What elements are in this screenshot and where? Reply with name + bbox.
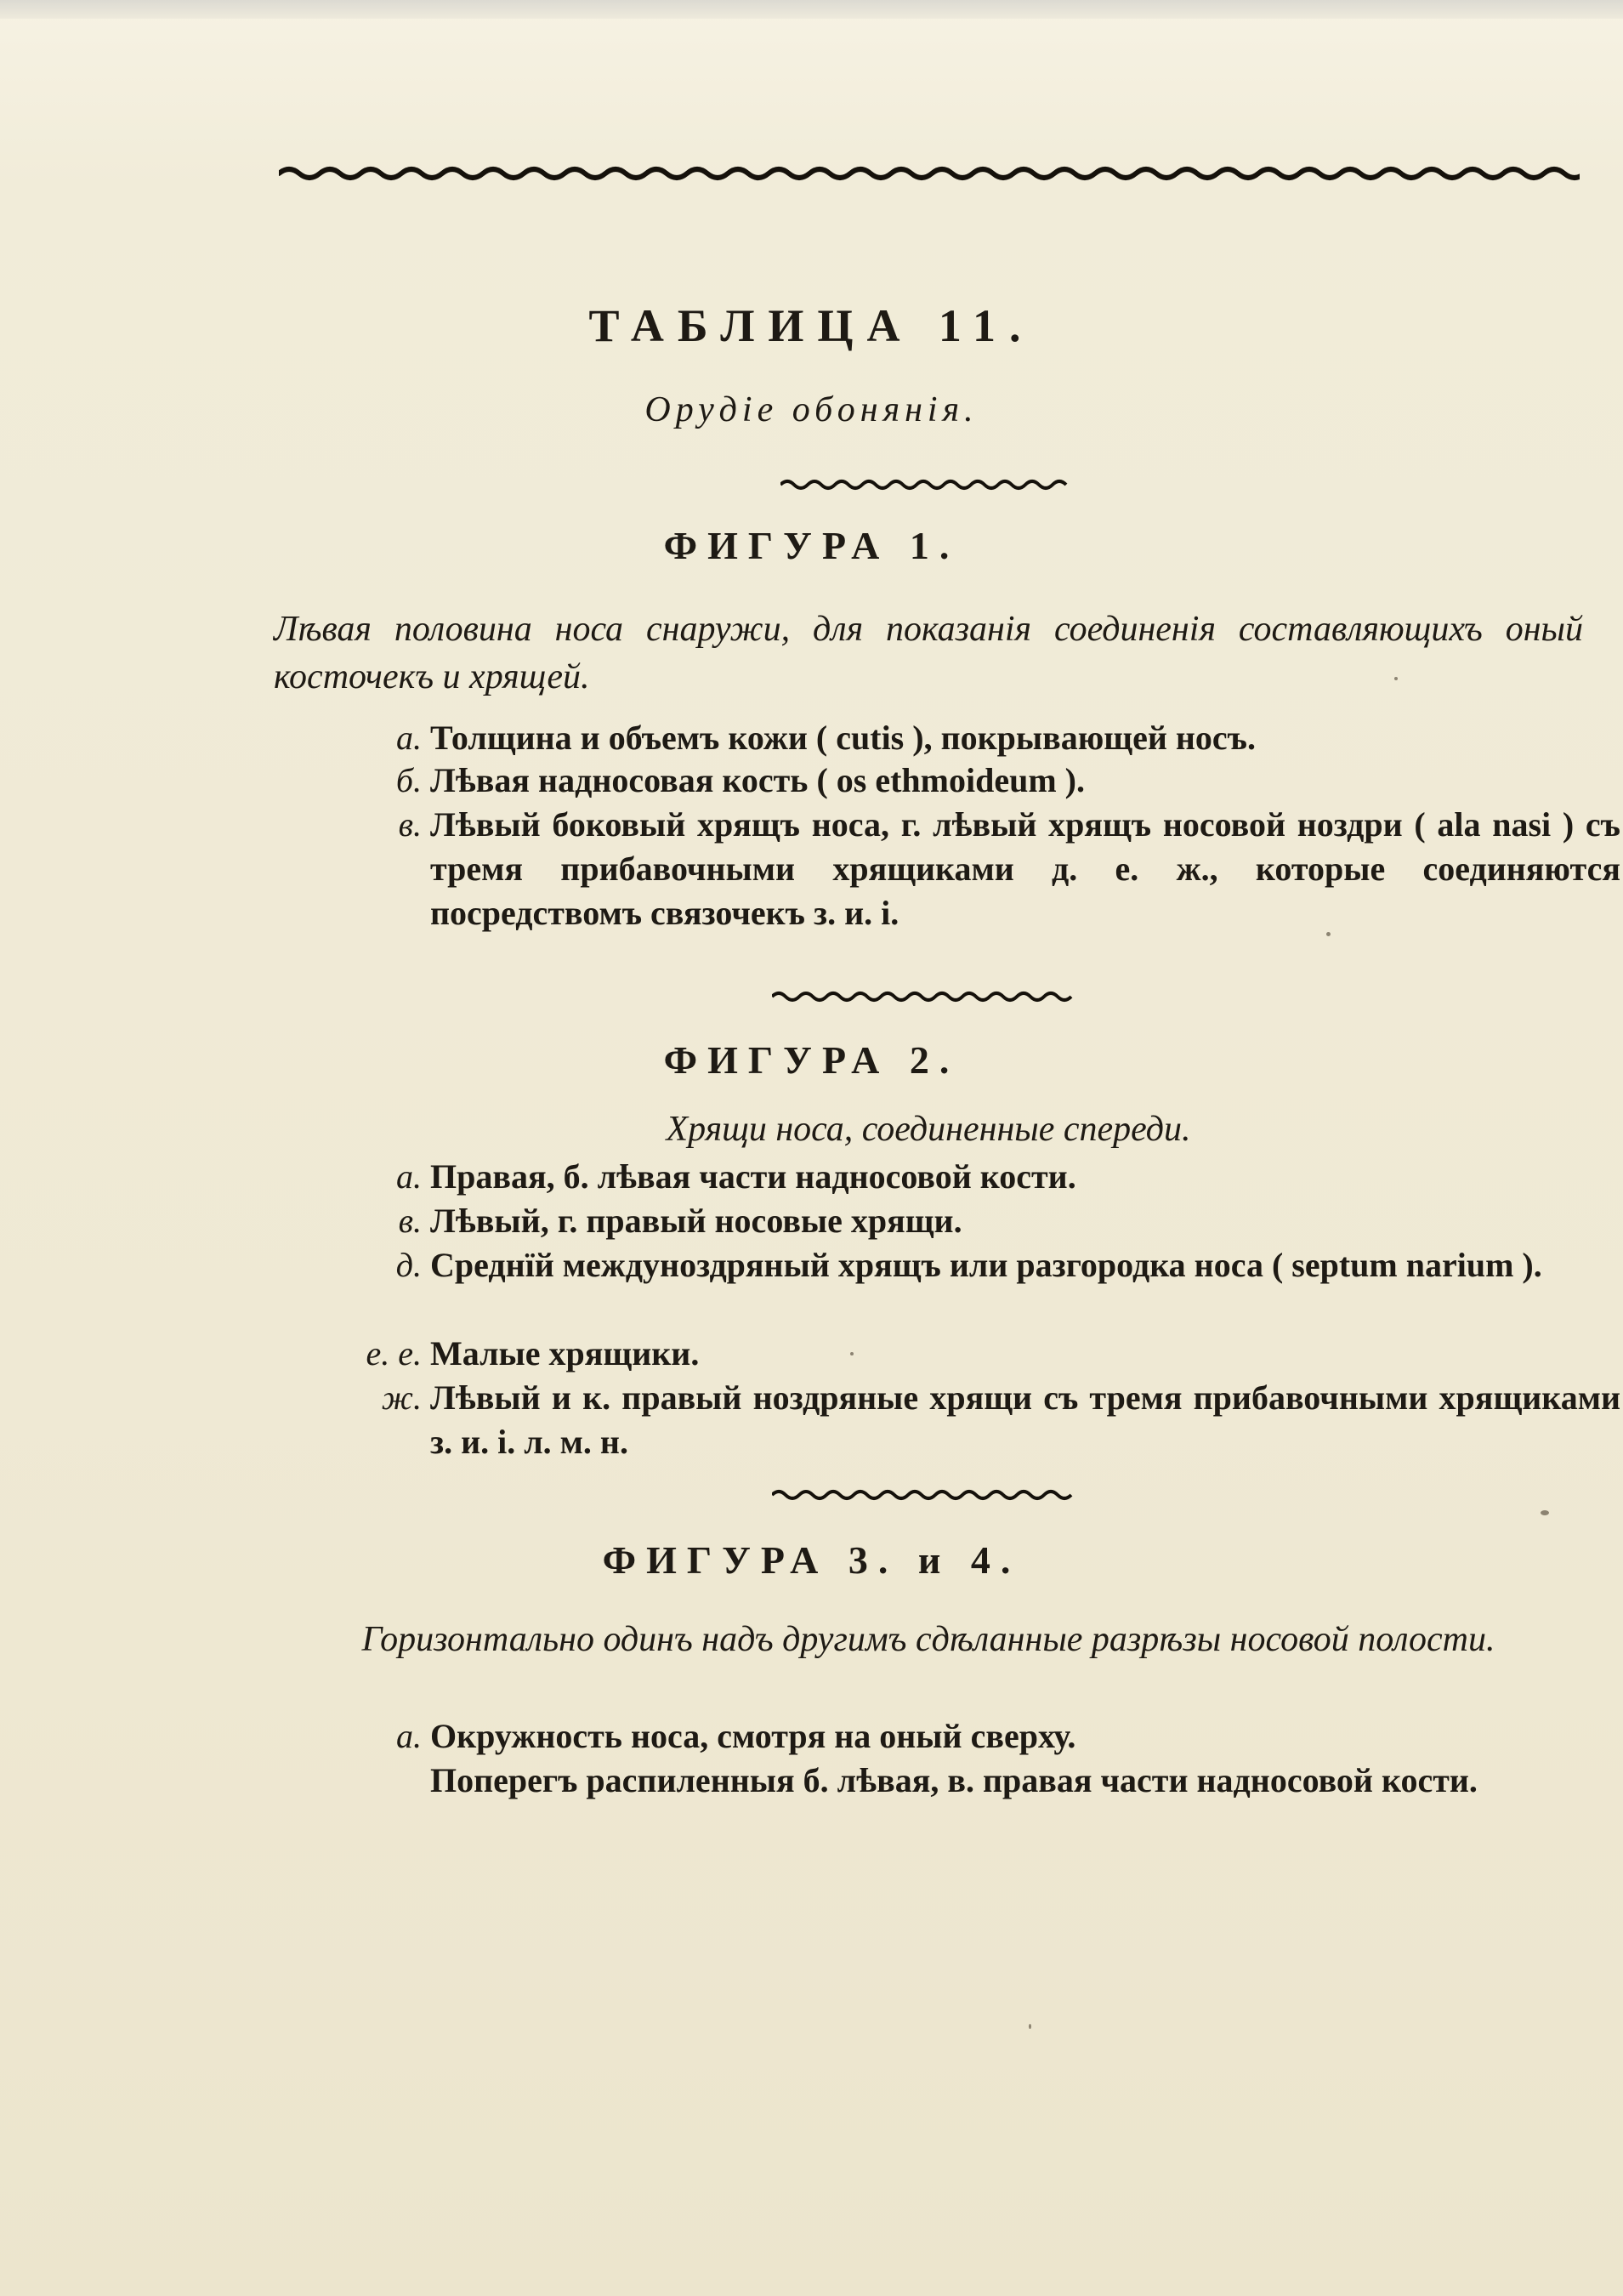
item-letter: е. е. (366, 1334, 422, 1372)
paper-speck (1394, 677, 1398, 680)
item-letter: в. (398, 805, 422, 844)
page-title: ТАБЛИЦА 11. (588, 300, 1035, 351)
figure-3-4-caption: Горизонтально одинъ надъ другимъ сдѣланные разрѣзы носовой полости. (361, 1620, 1495, 1659)
item-letter: a. (396, 719, 422, 757)
top-ornament-rule (279, 158, 1580, 192)
item-text: Поперегъ распиленныя б. лѣвая, в. правая части надносовой кости. (430, 1761, 1478, 1799)
page-subtitle: Орудіе обонянія. (644, 390, 979, 429)
figure-2-caption: Хрящи носа, соединенные спереди. (666, 1110, 1191, 1149)
item-letter: ж. (381, 1378, 422, 1417)
paper-speck (1326, 932, 1331, 936)
figure-1-caption: Лѣвая половина носа снаружи, для показанія соединенія составляющихъ оный косточекъ и хрящей. (274, 610, 1583, 696)
item-text: Малые хрящики. (430, 1334, 700, 1372)
page-top-edge (0, 0, 1623, 19)
figure-1-heading: ФИГУРА 1. (663, 524, 960, 567)
item-text: Правая, б. лѣвая части надносовой кости. (430, 1157, 1076, 1196)
item-text: Окружность носа, смотря на оный сверху. (430, 1717, 1076, 1755)
paper-speck (850, 1352, 854, 1355)
item-letter: a. (396, 1157, 422, 1196)
figure-3-4-heading: ФИГУРА 3. и 4. (602, 1538, 1021, 1582)
figure-2-heading: ФИГУРА 2. (663, 1038, 960, 1082)
item-letter: д. (395, 1246, 422, 1284)
item-letter: в. (398, 1202, 422, 1240)
divider-rule-3 (772, 1485, 1078, 1505)
item-text: Лѣвый боковый хрящъ носа, г. лѣвый хрящъ носовой ноздри ( ala nasi ) съ тремя прибавочными хрящиками д. е. ж., которые соединяются посредствомъ связочекъ з. и. і. (430, 805, 1621, 932)
paper-speck (1541, 1510, 1549, 1515)
item-text: Толщина и объемъ кожи ( cutis ), покрывающей носъ. (430, 719, 1256, 757)
item-letter: a. (396, 1717, 422, 1755)
item-text: Лѣвый, г. правый носовые хрящи. (430, 1202, 962, 1240)
item-letter: б. (395, 761, 422, 799)
divider-rule-2 (772, 986, 1078, 1007)
divider-rule-1 (780, 475, 1078, 495)
item-text: Лѣвый и к. правый ноздряные хрящи съ тремя прибавочными хрящиками з. и. і. л. м. н. (430, 1378, 1620, 1461)
paper-speck (1029, 2024, 1031, 2029)
item-text: Среднїй междуноздряный хрящъ или разгородка носа ( septum narium ). (430, 1246, 1542, 1284)
item-text: Лѣвая надносовая кость ( os ethmoideum ). (430, 761, 1085, 799)
